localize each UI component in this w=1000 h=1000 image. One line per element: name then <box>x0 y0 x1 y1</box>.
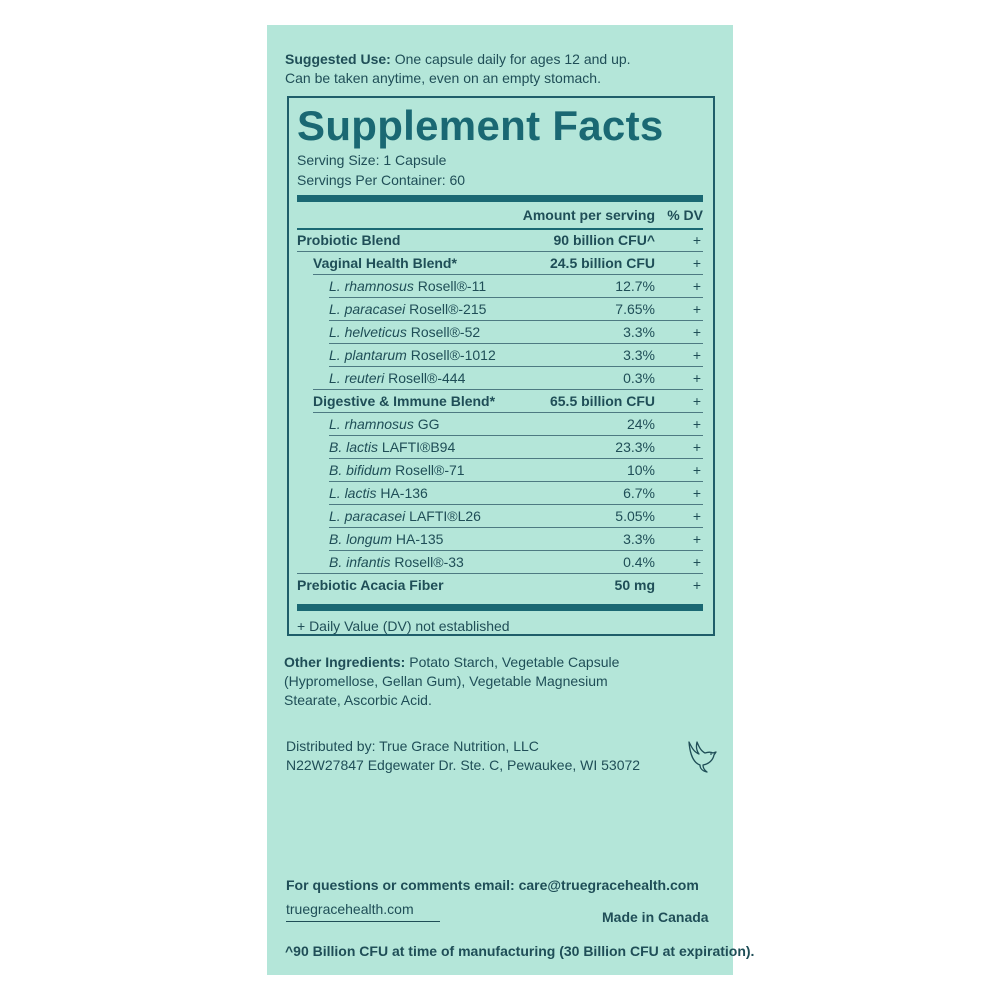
distributor-line1: Distributed by: True Grace Nutrition, LLC <box>286 738 539 754</box>
suggested-use-line2: Can be taken anytime, even on an empty stomach. <box>285 70 601 86</box>
col-dv-header: % DV <box>667 207 703 223</box>
ingredient-label: HA-136 <box>376 485 428 501</box>
ingredient-label: Rosell®-52 <box>406 324 481 340</box>
table-row <box>297 459 703 482</box>
ingredient-label: Rosell®-71 <box>391 462 465 478</box>
ingredient-dv: + <box>692 232 702 248</box>
ingredient-amount: 5.05% <box>615 508 655 524</box>
ingredient-amount: 10% <box>626 462 655 478</box>
ingredient-name <box>329 528 443 551</box>
ingredient-species: B. lactis <box>329 439 379 455</box>
ingredient-amount: 3.3% <box>623 531 655 547</box>
table-row <box>297 505 703 528</box>
ingredient-label: Prebiotic Acacia Fiber <box>297 577 444 593</box>
other-ingredients-line1 <box>284 652 619 672</box>
ingredient-name <box>313 252 457 275</box>
suggested-use-text: One capsule daily for ages 12 and up. <box>390 51 631 67</box>
ingredient-label: GG <box>413 416 440 432</box>
ingredient-name <box>297 574 444 597</box>
ingredient-species: L. reuteri <box>329 370 385 386</box>
ingredient-dv: + <box>692 324 702 340</box>
table-row <box>297 574 703 597</box>
ingredient-label: Rosell®-444 <box>384 370 466 386</box>
website: truegracehealth.com <box>286 901 414 917</box>
ingredient-species: L. lactis <box>329 485 377 501</box>
ingredient-dv: + <box>692 393 702 409</box>
ingredient-dv: + <box>692 439 702 455</box>
ingredient-dv: + <box>692 508 702 524</box>
servings-per-container: Servings Per Container: 60 <box>297 172 466 188</box>
ingredient-amount: 90 billion CFU^ <box>553 232 655 248</box>
ingredient-label: LAFTI®L26 <box>405 508 481 524</box>
ingredient-name <box>329 436 455 459</box>
other-ingredients-line2: (Hypromellose, Gellan Gum), Vegetable Magnesium <box>284 673 608 689</box>
ingredient-dv: + <box>692 370 702 386</box>
ingredient-name <box>329 413 440 436</box>
ingredient-amount: 6.7% <box>623 485 655 501</box>
ingredient-amount: 12.7% <box>615 278 655 294</box>
table-row <box>297 390 703 413</box>
ingredient-dv: + <box>692 347 702 363</box>
ingredient-amount: 3.3% <box>623 347 655 363</box>
distributor-line2: N22W27847 Edgewater Dr. Ste. C, Pewaukee, WI 53072 <box>286 757 641 773</box>
ingredient-species: B. bifidum <box>329 462 392 478</box>
ingredient-amount: 50 mg <box>614 577 655 593</box>
bottom-thick-bar <box>297 604 703 611</box>
table-row <box>297 275 703 298</box>
ingredient-amount: 24% <box>626 416 655 432</box>
website-underline <box>286 921 440 922</box>
ingredient-name <box>329 551 464 574</box>
ingredient-amount: 24.5 billion CFU <box>549 255 655 271</box>
contact-email: For questions or comments email: care@truegracehealth.com <box>286 877 699 893</box>
ingredient-amount: 3.3% <box>623 324 655 340</box>
ingredient-amount: 7.65% <box>615 301 655 317</box>
ingredient-name <box>329 505 481 528</box>
ingredient-species: L. plantarum <box>329 347 407 363</box>
table-row <box>297 252 703 275</box>
suggested-use-line1 <box>285 49 631 69</box>
ingredient-name <box>329 344 496 367</box>
ingredient-species: B. longum <box>329 531 393 547</box>
table-row <box>297 367 703 390</box>
ingredient-species: B. infantis <box>329 554 391 570</box>
ingredient-dv: + <box>692 416 702 432</box>
ingredient-dv: + <box>692 301 702 317</box>
table-row <box>297 298 703 321</box>
ingredient-dv: + <box>692 554 702 570</box>
ingredient-label: Rosell®-11 <box>413 278 487 294</box>
ingredient-species: L. rhamnosus <box>329 416 414 432</box>
table-row <box>297 413 703 436</box>
serving-size: Serving Size: 1 Capsule <box>297 152 447 168</box>
ingredient-label: Rosell®-33 <box>390 554 464 570</box>
ingredient-dv: + <box>692 531 702 547</box>
table-row <box>297 482 703 505</box>
ingredient-label: Rosell®-215 <box>405 301 487 317</box>
ingredient-label: Rosell®-1012 <box>406 347 496 363</box>
ingredient-name <box>297 229 400 252</box>
table-row <box>297 321 703 344</box>
ingredient-species: L. helveticus <box>329 324 407 340</box>
ingredient-dv: + <box>692 278 702 294</box>
ingredient-name <box>329 275 486 298</box>
ingredient-label: HA-135 <box>392 531 444 547</box>
other-ingredients-label: Other Ingredients: <box>284 654 406 670</box>
ingredient-amount: 65.5 billion CFU <box>549 393 655 409</box>
table-row <box>297 528 703 551</box>
cfu-note: ^90 Billion CFU at time of manufacturing (30 Billion CFU at expiration). <box>285 943 755 959</box>
ingredient-species: L. paracasei <box>329 301 406 317</box>
other-ingredients-text: Potato Starch, Vegetable Capsule <box>405 654 620 670</box>
ingredient-label: Probiotic Blend <box>297 232 401 248</box>
facts-title: Supplement Facts <box>297 102 664 149</box>
ingredient-dv: + <box>692 255 702 271</box>
table-row <box>297 344 703 367</box>
top-thick-bar <box>297 195 703 202</box>
column-header-row <box>297 204 703 227</box>
supplement-facts-box <box>287 96 715 636</box>
made-in-canada: Made in Canada <box>602 909 709 925</box>
suggested-use-label: Suggested Use: <box>285 51 391 67</box>
table-row <box>297 551 703 574</box>
ingredient-dv: + <box>692 485 702 501</box>
ingredient-amount: 0.4% <box>623 554 655 570</box>
other-ingredients-line3: Stearate, Ascorbic Acid. <box>284 692 432 708</box>
ingredient-species: L. rhamnosus <box>329 278 414 294</box>
ingredient-name <box>329 298 486 321</box>
ingredient-name <box>329 321 480 344</box>
ingredient-species: L. paracasei <box>329 508 406 524</box>
ingredient-name <box>329 482 428 505</box>
ingredient-name <box>313 390 495 413</box>
ingredient-label: Vaginal Health Blend* <box>313 255 457 271</box>
ingredient-label: Digestive & Immune Blend* <box>313 393 496 409</box>
ingredient-dv: + <box>692 462 702 478</box>
table-row <box>297 229 703 252</box>
ingredient-name <box>329 459 465 482</box>
ingredient-amount: 0.3% <box>623 370 655 386</box>
ingredient-amount: 23.3% <box>615 439 655 455</box>
dove-icon <box>686 738 718 774</box>
dv-footnote: + Daily Value (DV) not established <box>297 618 510 634</box>
ingredient-dv: + <box>692 577 702 593</box>
ingredient-name <box>329 367 465 390</box>
table-row <box>297 436 703 459</box>
col-amount-header: Amount per serving <box>522 207 655 223</box>
ingredient-label: LAFTI®B94 <box>378 439 456 455</box>
